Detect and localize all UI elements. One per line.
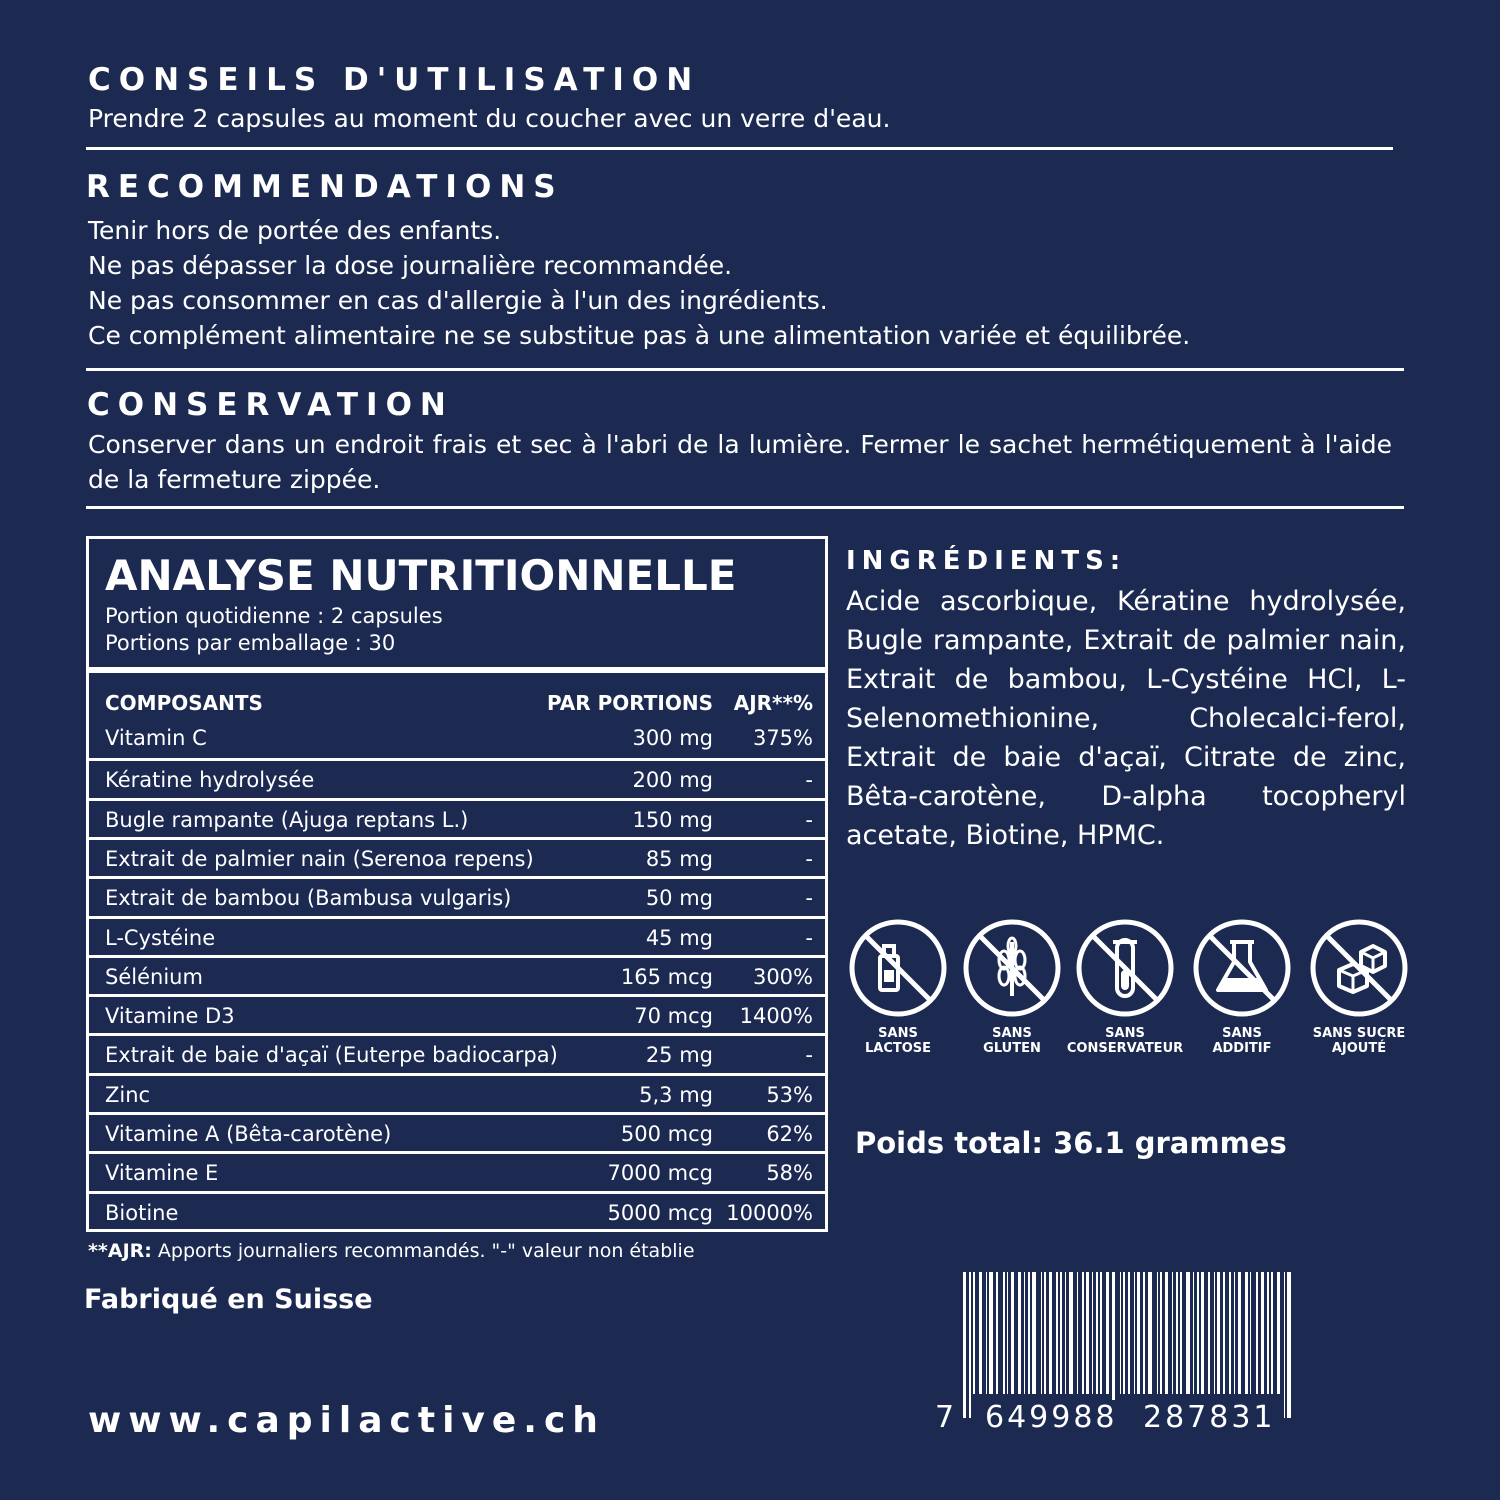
barcode-bar bbox=[1214, 1272, 1215, 1394]
nutrient-amount: 5,3 mg bbox=[639, 1082, 713, 1107]
barcode-bar bbox=[1267, 1272, 1269, 1394]
barcode-bar bbox=[1180, 1272, 1182, 1394]
recommendation-line: Tenir hors de portée des enfants. bbox=[88, 216, 502, 245]
nutrient-amount: 300 mg bbox=[632, 726, 713, 750]
badge-item bbox=[1065, 918, 1185, 1056]
table-row bbox=[89, 916, 825, 958]
daily-portion: Portion quotidienne : 2 capsules bbox=[105, 604, 443, 628]
barcode-bar bbox=[1106, 1272, 1109, 1394]
nutrient-name: Kératine hydrolysée bbox=[105, 768, 315, 793]
barcode-bar bbox=[1018, 1272, 1021, 1394]
nutrient-ajr: 375% bbox=[752, 726, 813, 750]
nutrient-ajr: - bbox=[805, 1043, 813, 1068]
divider bbox=[86, 147, 1393, 150]
nutrient-amount: 70 mcg bbox=[634, 1004, 713, 1029]
badge-item bbox=[952, 918, 1072, 1056]
barcode-bar bbox=[1065, 1272, 1066, 1394]
badge-item bbox=[1299, 918, 1419, 1056]
barcode-bar bbox=[1160, 1272, 1162, 1394]
barcode-bar bbox=[1123, 1272, 1125, 1394]
barcode-bar bbox=[989, 1272, 993, 1394]
nutrient-name: Vitamine D3 bbox=[105, 1004, 235, 1029]
barcode-bar bbox=[1143, 1272, 1145, 1394]
barcode-bar bbox=[1148, 1272, 1152, 1394]
recommendations-list bbox=[88, 213, 1190, 353]
nutrient-name: Bugle rampante (Ajuga reptans L.) bbox=[105, 807, 469, 832]
barcode-bar bbox=[969, 1272, 971, 1418]
total-weight: Poids total: 36.1 grammes bbox=[855, 1126, 1287, 1160]
nutrition-header bbox=[89, 539, 825, 673]
nutrition-title: ANALYSE NUTRITIONNELLE bbox=[105, 551, 737, 600]
barcode-bar bbox=[1277, 1272, 1280, 1394]
barcode-bar bbox=[1287, 1272, 1291, 1418]
barcode-bar bbox=[986, 1272, 987, 1394]
conservation-text: Conserver dans un endroit frais et sec à l'abri de la lumière. Fermer le sachet hermétiquement à l'aide de la fermeture zippée. bbox=[88, 430, 1392, 494]
wheat-icon bbox=[962, 918, 1062, 1018]
barcode-bar bbox=[1172, 1272, 1173, 1394]
barcode-first-digit: 7 bbox=[935, 1400, 958, 1435]
barcode-bar bbox=[1250, 1272, 1251, 1394]
badge-label: SANS ADDITIF bbox=[1212, 1026, 1272, 1056]
header-components: COMPOSANTS bbox=[105, 691, 263, 715]
nutrient-ajr: 58% bbox=[766, 1161, 813, 1186]
conseils-title: CONSEILS D'UTILISATION bbox=[88, 62, 701, 98]
barcode-bar bbox=[1120, 1272, 1121, 1394]
barcode-bar bbox=[1024, 1272, 1025, 1394]
table-row bbox=[89, 876, 825, 918]
barcode-bar bbox=[1217, 1272, 1220, 1394]
barcode-bar bbox=[1011, 1272, 1014, 1394]
footnote-text: Apports journaliers recommandés. "-" valeur non établie bbox=[151, 1240, 695, 1262]
barcode-right-digits: 287831 bbox=[1143, 1400, 1276, 1435]
nutrient-amount: 150 mg bbox=[632, 807, 713, 832]
nutrition-table bbox=[86, 536, 828, 1232]
bottle-icon bbox=[848, 918, 948, 1018]
barcode-bar bbox=[1100, 1272, 1102, 1394]
barcode-bar bbox=[1096, 1272, 1098, 1394]
divider bbox=[86, 368, 1404, 371]
nutrient-ajr: 62% bbox=[766, 1122, 813, 1146]
recommendation-line: Ne pas dépasser la dose journalière recommandée. bbox=[88, 251, 733, 280]
barcode-bar bbox=[1223, 1272, 1225, 1394]
table-row bbox=[89, 837, 825, 879]
barcode-bar bbox=[1112, 1272, 1115, 1418]
nutrient-ajr: - bbox=[805, 925, 813, 950]
nutrient-name: Sélénium bbox=[105, 964, 203, 989]
nutrient-amount: 165 mcg bbox=[620, 964, 713, 989]
nutrient-name: Biotine bbox=[105, 1200, 179, 1225]
barcode-bar bbox=[1086, 1272, 1089, 1394]
nutrient-amount: 25 mg bbox=[645, 1043, 713, 1068]
nutrient-name: Vitamine A (Bêta-carotène) bbox=[105, 1122, 392, 1146]
barcode-left-digits: 649988 bbox=[985, 1400, 1118, 1435]
table-row bbox=[89, 1151, 825, 1193]
barcode-bar bbox=[1003, 1272, 1005, 1394]
barcode-bar bbox=[1082, 1272, 1084, 1394]
table-row bbox=[89, 1033, 825, 1075]
barcode-bar bbox=[1193, 1272, 1194, 1394]
nutrient-amount: 50 mg bbox=[645, 886, 713, 911]
ajr-footnote bbox=[88, 1240, 695, 1262]
badge-item bbox=[1182, 918, 1302, 1056]
nutrient-name: Extrait de palmier nain (Serenoa repens) bbox=[105, 846, 534, 871]
table-row bbox=[89, 719, 825, 758]
recommendation-line: Ce complément alimentaire ne se substitue pas à une alimentation variée et équilibrée. bbox=[88, 321, 1191, 350]
portions-per-pack: Portions par emballage : 30 bbox=[105, 631, 396, 655]
barcode-bar bbox=[1186, 1272, 1190, 1394]
nutrient-name: Zinc bbox=[105, 1082, 151, 1107]
barcode-bar bbox=[1238, 1272, 1241, 1394]
nutrient-ajr: 53% bbox=[766, 1082, 813, 1107]
ingredients-text: Acide ascorbique, Kératine hydrolysée, Bugle rampante, Extrait de palmier nain, Extrait de bambou, L-Cystéine HCl, L-Selenomethionine, Cholecalci-ferol, Extrait de baie d'açaï, Citrate de zinc, Bêta-carotène, D-alpha tocopheryl acetate, Biotine, HPMC. bbox=[846, 586, 1406, 851]
nutrient-amount: 85 mg bbox=[645, 846, 713, 871]
table-row bbox=[89, 994, 825, 1036]
table-row bbox=[89, 955, 825, 997]
barcode-bar bbox=[1197, 1272, 1199, 1394]
barcode-bar bbox=[1245, 1272, 1248, 1394]
barcode-bar bbox=[1069, 1272, 1073, 1394]
barcode-bar bbox=[1049, 1272, 1052, 1394]
barcode-bar bbox=[1176, 1272, 1178, 1394]
nutrient-amount: 7000 mcg bbox=[607, 1161, 713, 1186]
sugar-cube-icon bbox=[1309, 918, 1409, 1018]
made-in: Fabriqué en Suisse bbox=[84, 1284, 373, 1315]
barcode-bar bbox=[1041, 1272, 1042, 1394]
nutrient-ajr: - bbox=[805, 846, 813, 871]
barcode-bar bbox=[1201, 1272, 1204, 1394]
table-row bbox=[89, 798, 825, 840]
barcode-bar bbox=[1208, 1272, 1210, 1394]
table-row bbox=[89, 758, 825, 800]
badge-label: SANS CONSERVATEUR bbox=[1066, 1026, 1184, 1056]
barcode-bar bbox=[1044, 1272, 1046, 1394]
nutrient-amount: 45 mg bbox=[645, 925, 713, 950]
barcode-bar bbox=[973, 1272, 975, 1394]
barcode-bar bbox=[1032, 1272, 1036, 1394]
barcode-bar bbox=[1271, 1272, 1273, 1394]
recommendations-title: RECOMMENDATIONS bbox=[86, 169, 564, 205]
barcode-bar bbox=[1092, 1272, 1093, 1394]
barcode-bar bbox=[1284, 1272, 1285, 1418]
barcode-bar bbox=[996, 1272, 998, 1394]
conseils-text: Prendre 2 capsules au moment du coucher avec un verre d'eau. bbox=[88, 104, 891, 133]
badge-label: SANS GLUTEN bbox=[983, 1026, 1041, 1056]
barcode-bar bbox=[1234, 1272, 1235, 1394]
table-row bbox=[89, 1112, 825, 1154]
nutrient-name: Vitamine E bbox=[105, 1161, 219, 1186]
ingredients-title: INGRÉDIENTS: bbox=[846, 546, 1127, 576]
website-url: www.capilactive.ch bbox=[88, 1400, 605, 1441]
nutrient-amount: 500 mcg bbox=[620, 1122, 713, 1146]
nutrient-ajr: 1400% bbox=[739, 1004, 813, 1029]
table-row bbox=[89, 1191, 825, 1233]
barcode-bar bbox=[1128, 1272, 1130, 1394]
nutrient-ajr: 300% bbox=[752, 964, 813, 989]
barcode-bar bbox=[1157, 1272, 1158, 1394]
header-per-portion: PAR PORTIONS bbox=[546, 691, 713, 715]
table-row bbox=[89, 1073, 825, 1115]
barcode-bar bbox=[1056, 1272, 1058, 1394]
badge-label: SANS SUCRE AJOUTÉ bbox=[1312, 1026, 1406, 1056]
barcode-bar bbox=[963, 1272, 966, 1418]
barcode-bar bbox=[979, 1272, 982, 1394]
nutrient-ajr: 10000% bbox=[726, 1200, 813, 1225]
conservation-title: CONSERVATION bbox=[87, 387, 454, 423]
barcode-bar bbox=[1229, 1272, 1231, 1394]
nutrient-amount: 5000 mcg bbox=[607, 1200, 713, 1225]
footnote-label: **AJR: bbox=[88, 1240, 152, 1262]
barcode-bar bbox=[1134, 1272, 1135, 1394]
barcode-bar bbox=[1137, 1272, 1140, 1394]
nutrient-amount: 200 mg bbox=[632, 768, 713, 793]
nutrient-name: Extrait de bambou (Bambusa vulgaris) bbox=[105, 886, 512, 911]
barcode-bar bbox=[1007, 1272, 1008, 1394]
nutrient-name: Extrait de baie d'açaï (Euterpe badiocarpa) bbox=[105, 1043, 558, 1068]
nutrient-ajr: - bbox=[805, 807, 813, 832]
test-tube-icon bbox=[1075, 918, 1175, 1018]
barcode-bar bbox=[1261, 1272, 1264, 1394]
badge-label: SANS LACTOSE bbox=[864, 1026, 932, 1056]
nutrient-ajr: - bbox=[805, 886, 813, 911]
barcode-bar bbox=[1256, 1272, 1258, 1394]
flask-icon bbox=[1192, 918, 1292, 1018]
nutrient-name: L-Cystéine bbox=[105, 925, 216, 950]
nutrient-ajr: - bbox=[805, 768, 813, 793]
table-header bbox=[89, 675, 825, 719]
nutrient-name: Vitamin C bbox=[105, 726, 207, 750]
barcode-bar bbox=[1060, 1272, 1062, 1394]
barcode-bar bbox=[1165, 1272, 1168, 1394]
barcode-bar bbox=[1028, 1272, 1030, 1394]
divider bbox=[86, 506, 1404, 509]
recommendation-line: Ne pas consommer en cas d'allergie à l'un des ingrédients. bbox=[88, 286, 828, 315]
header-ajr: AJR**% bbox=[733, 691, 813, 715]
badge-item bbox=[838, 918, 958, 1056]
barcode-bar bbox=[1077, 1272, 1078, 1394]
